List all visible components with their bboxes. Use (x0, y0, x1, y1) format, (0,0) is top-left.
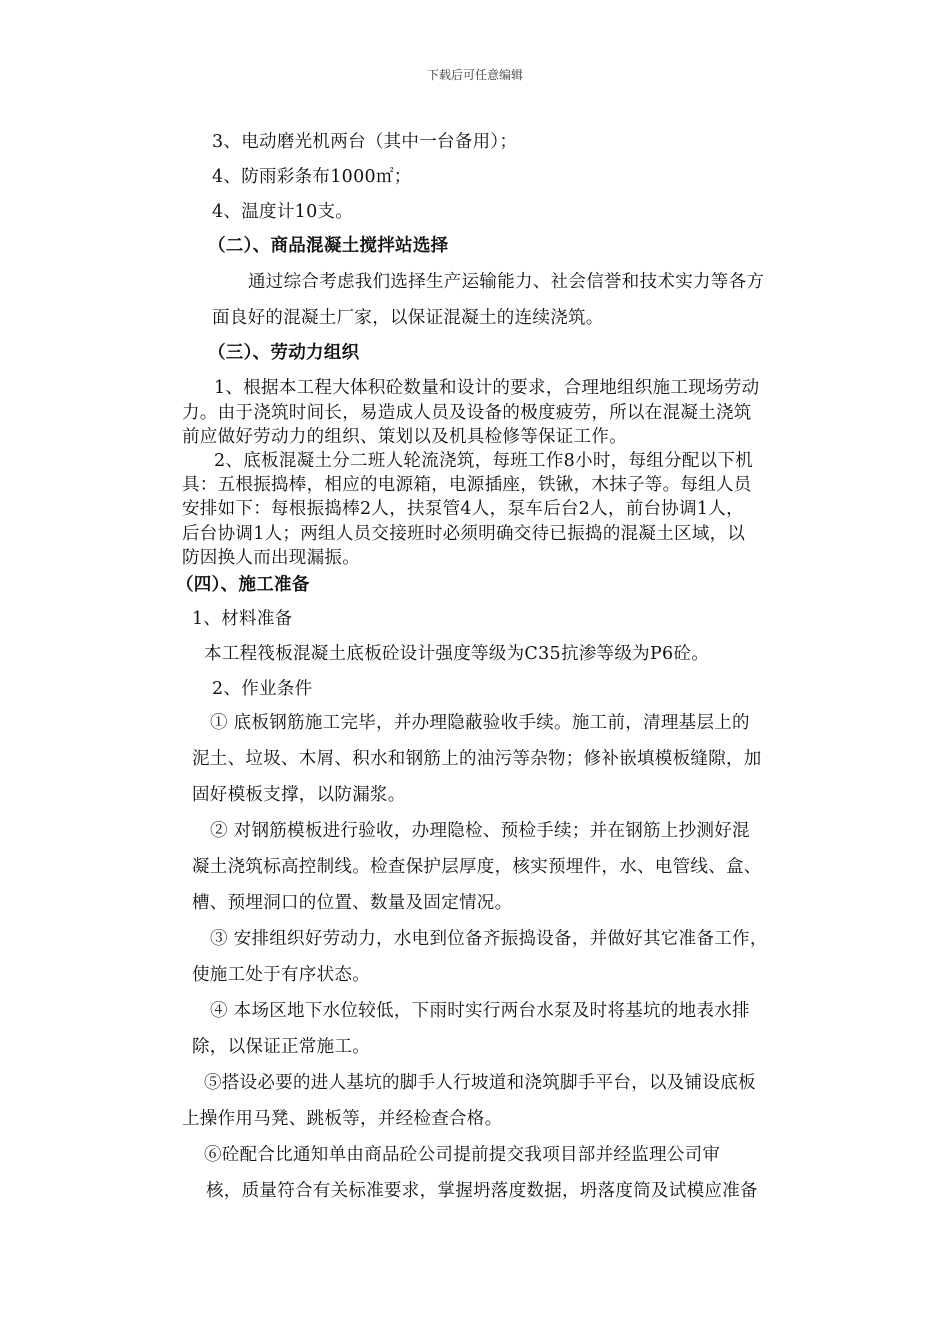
text-line: 本工程筏板混凝土底板砼设计强度等级为C35抗渗等级为P6砼。 (204, 644, 710, 664)
text-line: 除，以保证正常施工。 (192, 1037, 370, 1057)
text-line: 2、底板混凝土分二班人轮流浇筑，每班工作8小时，每组分配以下机 (214, 451, 754, 471)
text-line: 上操作用马凳、跳板等，并经检查合格。 (182, 1109, 503, 1129)
text-line: 面良好的混凝土厂家，以保证混凝土的连续浇筑。 (212, 308, 604, 328)
text-line: ④ 本场区地下水位较低，下雨时实行两台水泵及时将基坑的地表水排 (210, 1001, 750, 1021)
text-line: 安排如下：每根振捣棒2人，扶泵管4人，泵车后台2人，前台协调1人， (182, 499, 744, 519)
text-line: 泥土、垃圾、木屑、积水和钢筋上的油污等杂物；修补嵌填模板缝隙，加 (192, 749, 762, 769)
text-line: ② 对钢筋模板进行验收，办理隐检、预检手续；并在钢筋上抄测好混 (210, 821, 750, 841)
text-line: 固好模板支撑，以防漏浆。 (192, 785, 406, 805)
text-line: 1、材料准备 (192, 609, 293, 629)
text-line: 防因换人而出现漏振。 (182, 548, 360, 568)
text-line: 槽、预埋洞口的位置、数量及固定情况。 (192, 893, 513, 913)
section-heading: （二）、商品混凝土搅拌站选择 (208, 236, 449, 256)
text-line: 前应做好劳动力的组织、策划以及机具检修等保证工作。 (182, 427, 627, 447)
section-heading: （三）、劳动力组织 (208, 343, 360, 363)
text-line: 2、作业条件 (212, 679, 313, 699)
text-line: 凝土浇筑标高控制线。检查保护层厚度，核实预埋件，水、电管线、盒、 (192, 857, 762, 877)
text-line: 使施工处于有序状态。 (192, 965, 370, 985)
text-line: ⑥砼配合比通知单由商品砼公司提前提交我项目部并经监理公司审 (204, 1145, 721, 1165)
text-line: 4、温度计10支。 (212, 202, 354, 222)
text-line: 力。由于浇筑时间长，易造成人员及设备的极度疲劳，所以在混凝土浇筑 (182, 403, 752, 423)
text-line: 具：五根振捣棒，相应的电源箱，电源插座，铁锹，木抹子等。每组人员 (182, 475, 752, 495)
text-line: ③ 安排组织好劳动力，水电到位备齐振捣设备，并做好其它准备工作， (210, 929, 768, 949)
text-line: 4、防雨彩条布1000㎡； (212, 167, 412, 187)
text-line: ⑤搭设必要的进人基坑的脚手人行坡道和浇筑脚手平台，以及铺设底板 (204, 1073, 756, 1093)
text-line: 通过综合考虑我们选择生产运输能力、社会信誉和技术实力等各方 (248, 272, 765, 292)
text-line: ① 底板钢筋施工完毕，并办理隐蔽验收手续。施工前，清理基层上的 (210, 713, 750, 733)
page-header: 下载后可任意编辑 (426, 68, 523, 82)
text-line: 核，质量符合有关标准要求，掌握坍落度数据，坍落度筒及试模应准备 (206, 1181, 758, 1201)
text-line: 1、根据本工程大体积砼数量和设计的要求，合理地组织施工现场劳动 (214, 378, 760, 398)
section-heading: （四）、施工准备 (176, 575, 310, 595)
text-line: 后台协调1人；两组人员交接班时必须明确交待已振捣的混凝土区域，以 (182, 524, 746, 544)
text-line: 3、电动磨光机两台（其中一台备用）； (212, 132, 518, 152)
